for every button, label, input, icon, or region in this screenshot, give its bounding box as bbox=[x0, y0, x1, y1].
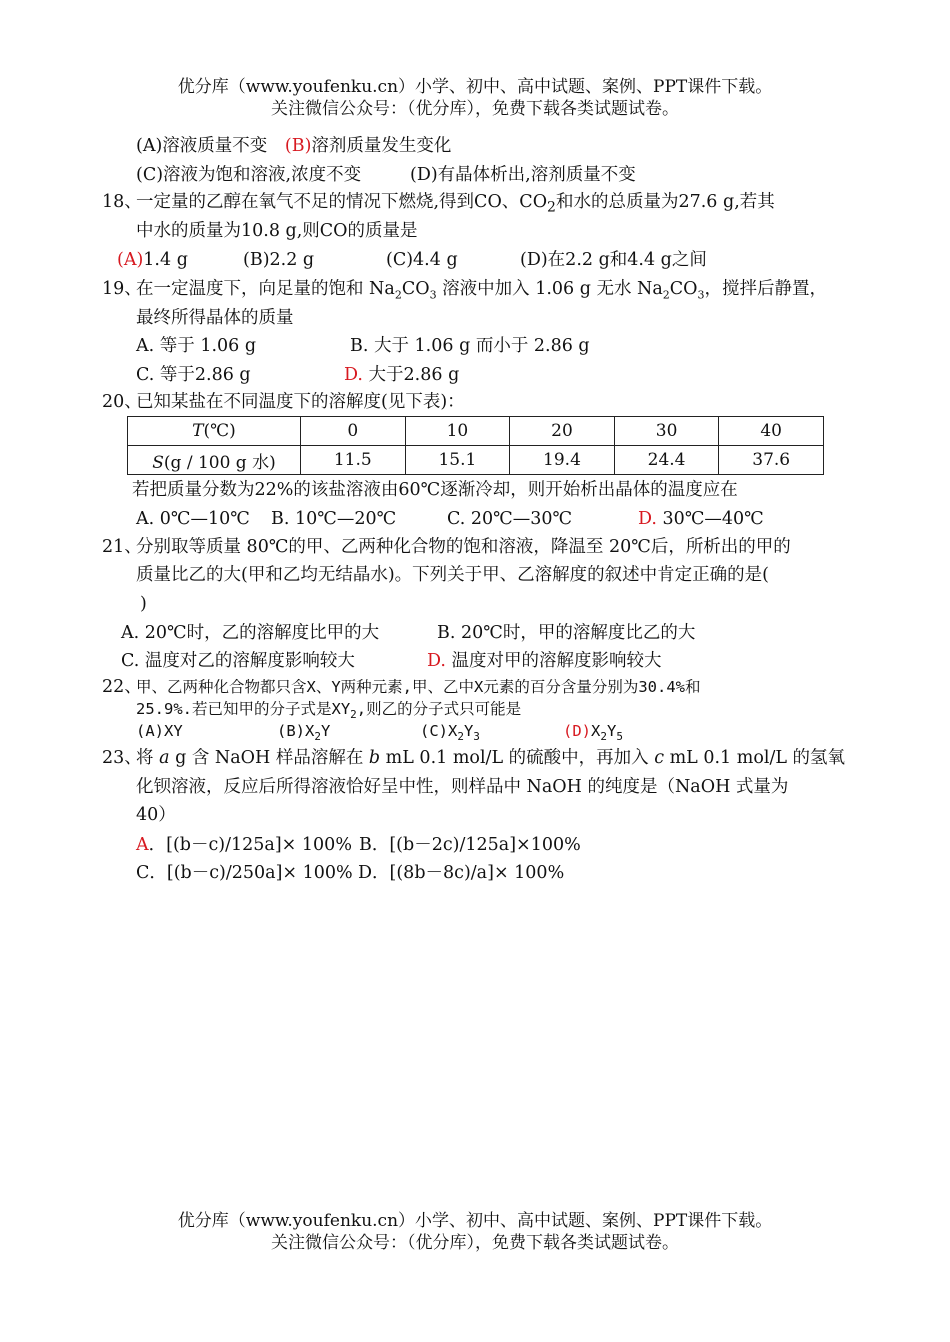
q20-stem: 已知某盐在不同温度下的溶解度(见下表)： bbox=[136, 392, 465, 412]
q22-stem-line-1: 甲、乙两种化合物都只含X、Y两种元素,甲、乙中X元素的百分含量分别为30.4%和 bbox=[136, 678, 701, 696]
q17-option-c: (C)溶液为饱和溶液,浓度不变 bbox=[136, 165, 362, 185]
q17-b-text: 溶剂质量发生变化 bbox=[311, 136, 452, 156]
q22-number: 22、 bbox=[102, 677, 142, 697]
q19-stem-1e: ，搅拌后静置， bbox=[704, 279, 828, 299]
q22-d-label-answer: (D) bbox=[563, 722, 591, 740]
q19-stem-line-1 bbox=[136, 276, 827, 309]
table-cell: 0 bbox=[301, 417, 406, 446]
q20-option-a: A. 0℃—10℃ bbox=[136, 509, 250, 529]
q22-d-sub-1: 2 bbox=[600, 730, 607, 744]
q23-stem-line-3: 40） bbox=[136, 805, 176, 825]
q19-option-d bbox=[344, 362, 459, 388]
table-cell: 40 bbox=[719, 417, 824, 446]
q21-option-d bbox=[427, 648, 662, 674]
q22-d-sub-2: 5 bbox=[616, 730, 623, 744]
q21-d-text: 温度对甲的溶解度影响较大 bbox=[445, 651, 662, 671]
q22-c-pre: (C)X bbox=[420, 722, 458, 740]
q22-b-post: Y bbox=[320, 722, 331, 740]
q21-option-b: B. 20℃时，甲的溶解度比乙的大 bbox=[437, 623, 696, 643]
q18-option-a bbox=[117, 247, 188, 273]
q23-var-c: c bbox=[654, 748, 665, 768]
table-cell: 15.1 bbox=[405, 446, 510, 475]
q20-option-d bbox=[638, 506, 764, 532]
q23-number: 23、 bbox=[102, 748, 142, 768]
q20-option-b: B. 10℃—20℃ bbox=[271, 509, 397, 529]
q19-sub-4: 3 bbox=[697, 288, 705, 302]
q21-stem-line-3: ) bbox=[140, 594, 147, 614]
q19-sub-2: 3 bbox=[429, 288, 437, 302]
q19-d-label-answer: D. bbox=[344, 365, 363, 385]
q19-d-text: 大于2.86 g bbox=[362, 365, 460, 385]
q21-number: 21、 bbox=[102, 537, 142, 557]
q22-c-sub-2: 3 bbox=[473, 730, 480, 744]
q22-stem-sub: 2 bbox=[350, 708, 357, 722]
q22-stem-2b: ,则乙的分子式只可能是 bbox=[356, 700, 522, 718]
page-footer bbox=[0, 1210, 950, 1254]
q22-d-mid: Y bbox=[606, 722, 617, 740]
q20-d-label-answer: D. bbox=[638, 509, 657, 529]
q22-c-sub-1: 2 bbox=[457, 730, 464, 744]
q22-stem-2a: 25.9%.若已知甲的分子式是XY bbox=[136, 700, 351, 718]
q22-option-a: (A)XY bbox=[136, 722, 183, 740]
q19-stem-1a: 在一定温度下，向足量的饱和 Na bbox=[136, 279, 395, 299]
q19-option-a: A. 等于 1.06 g bbox=[136, 336, 257, 356]
q20-number: 20、 bbox=[102, 392, 142, 412]
q18-number: 18、 bbox=[102, 192, 142, 212]
q22-b-sub: 2 bbox=[314, 730, 321, 744]
table-cell: 10 bbox=[405, 417, 510, 446]
q18-stem-1a: 一定量的乙醇在氧气不足的情况下燃烧,得到CO、CO bbox=[136, 192, 548, 212]
q19-stem-1b: CO bbox=[401, 279, 430, 299]
q19-sub-1: 2 bbox=[394, 288, 402, 302]
q23-stem-1b: g 含 NaOH 样品溶解在 bbox=[169, 748, 369, 768]
q21-stem-line-2: 质量比乙的大(甲和乙均无结晶水)。下列关于甲、乙溶解度的叙述中肯定正确的是( bbox=[136, 565, 769, 585]
q23-stem-line-1 bbox=[136, 745, 845, 771]
table-cell: 19.4 bbox=[510, 446, 615, 475]
q22-b-pre: (B)X bbox=[277, 722, 315, 740]
q22-d-pre: X bbox=[591, 722, 601, 740]
header-line-2: 关注微信公众号：（优分库），免费下载各类试题试卷。 bbox=[271, 99, 679, 119]
q18-stem-sub: 2 bbox=[547, 199, 556, 216]
q17-option-a bbox=[136, 133, 451, 159]
table-cell: 20 bbox=[510, 417, 615, 446]
solubility-symbol: S bbox=[152, 452, 164, 473]
q23-option-b: B．[(b－2c)/125a]×100% bbox=[359, 835, 581, 855]
temp-symbol: T bbox=[192, 421, 204, 441]
table-header-solubility bbox=[128, 446, 301, 475]
q23-stem-1d: mL 0.1 mol/L 的氢氧 bbox=[664, 748, 846, 768]
q19-sub-3: 2 bbox=[662, 288, 670, 302]
q21-stem-line-1: 分别取等质量 80℃的甲、乙两种化合物的饱和溶液，降温至 20℃后，所析出的甲的 bbox=[136, 537, 791, 557]
q23-stem-1a: 将 bbox=[136, 748, 160, 768]
q18-stem-line-2: 中水的质量为10.8 g,则CO的质量是 bbox=[136, 221, 418, 241]
solubility-unit: (g / 100 g 水) bbox=[163, 452, 276, 473]
table-cell: 24.4 bbox=[614, 446, 719, 475]
table-header-temperature bbox=[128, 417, 301, 446]
q17-a-label: (A) bbox=[136, 136, 163, 156]
q18-stem-1b: 和水的总质量为27.6 g,若其 bbox=[555, 192, 775, 212]
q23-option-c: C．[(b－c)/250a]× 100% bbox=[136, 863, 353, 883]
q18-option-b: (B)2.2 g bbox=[243, 250, 315, 270]
q18-option-c: (C)4.4 g bbox=[386, 250, 458, 270]
q19-stem-1c: 溶液中加入 1.06 g 无水 Na bbox=[436, 279, 663, 299]
q18-a-label-answer: (A) bbox=[117, 250, 144, 270]
q19-option-b: B. 大于 1.06 g 而小于 2.86 g bbox=[350, 336, 590, 356]
footer-line-1: 优分库（www.youfenku.cn）小学、初中、高中试题、案例、PPT课件下载。 bbox=[177, 1211, 773, 1231]
q17-option-d: (D)有晶体析出,溶剂质量不变 bbox=[410, 165, 636, 185]
q22-c-mid: Y bbox=[463, 722, 474, 740]
q17-a-text: 溶液质量不变 bbox=[162, 136, 268, 156]
q18-a-text: 1.4 g bbox=[143, 250, 188, 270]
header-line-1: 优分库（www.youfenku.cn）小学、初中、高中试题、案例、PPT课件下载。 bbox=[177, 77, 773, 97]
q17-b-label-answer: (B) bbox=[284, 136, 312, 156]
q21-option-a: A. 20℃时，乙的溶解度比甲的大 bbox=[121, 623, 380, 643]
table-cell: 37.6 bbox=[719, 446, 824, 475]
q19-stem-line-2: 最终所得晶体的质量 bbox=[136, 308, 294, 328]
page-header bbox=[0, 76, 950, 120]
q20-option-c: C. 20℃—30℃ bbox=[447, 509, 573, 529]
q23-var-b: b bbox=[368, 748, 381, 768]
q18-stem-line-1 bbox=[136, 189, 775, 221]
q23-a-text: ．[(b－c)/125a]× 100% bbox=[148, 835, 352, 855]
q23-option-a bbox=[136, 832, 352, 858]
q18-option-d: (D)在2.2 g和4.4 g之间 bbox=[520, 250, 707, 270]
q23-a-label-answer: A bbox=[136, 835, 149, 855]
q23-option-d: D．[(8b－8c)/a]× 100% bbox=[358, 863, 565, 883]
q19-option-c: C. 等于2.86 g bbox=[136, 365, 251, 385]
q23-stem-1c: mL 0.1 mol/L 的硫酸中，再加入 bbox=[380, 748, 655, 768]
temp-unit: (℃) bbox=[203, 421, 236, 441]
table-row-solubility bbox=[128, 446, 824, 475]
table-cell: 11.5 bbox=[301, 446, 406, 475]
footer-line-2: 关注微信公众号：（优分库），免费下载各类试题试卷。 bbox=[271, 1233, 679, 1253]
table-row-temperature bbox=[128, 417, 824, 446]
q20-stem-2: 若把质量分数为22%的该盐溶液由60℃逐渐冷却，则开始析出晶体的温度应在 bbox=[132, 480, 738, 500]
q21-option-c: C. 温度对乙的溶解度影响较大 bbox=[121, 651, 355, 671]
q20-d-text: 30℃—40℃ bbox=[656, 509, 764, 529]
q19-stem-1d: CO bbox=[669, 279, 698, 299]
q21-d-label-answer: D. bbox=[427, 651, 446, 671]
solubility-table bbox=[127, 416, 824, 475]
q23-stem-line-2: 化钡溶液，反应后所得溶液恰好呈中性，则样品中 NaOH 的纯度是（NaOH 式量为 bbox=[136, 777, 789, 797]
table-cell: 30 bbox=[614, 417, 719, 446]
q19-number: 19、 bbox=[102, 279, 142, 299]
q23-var-a: a bbox=[159, 748, 170, 768]
